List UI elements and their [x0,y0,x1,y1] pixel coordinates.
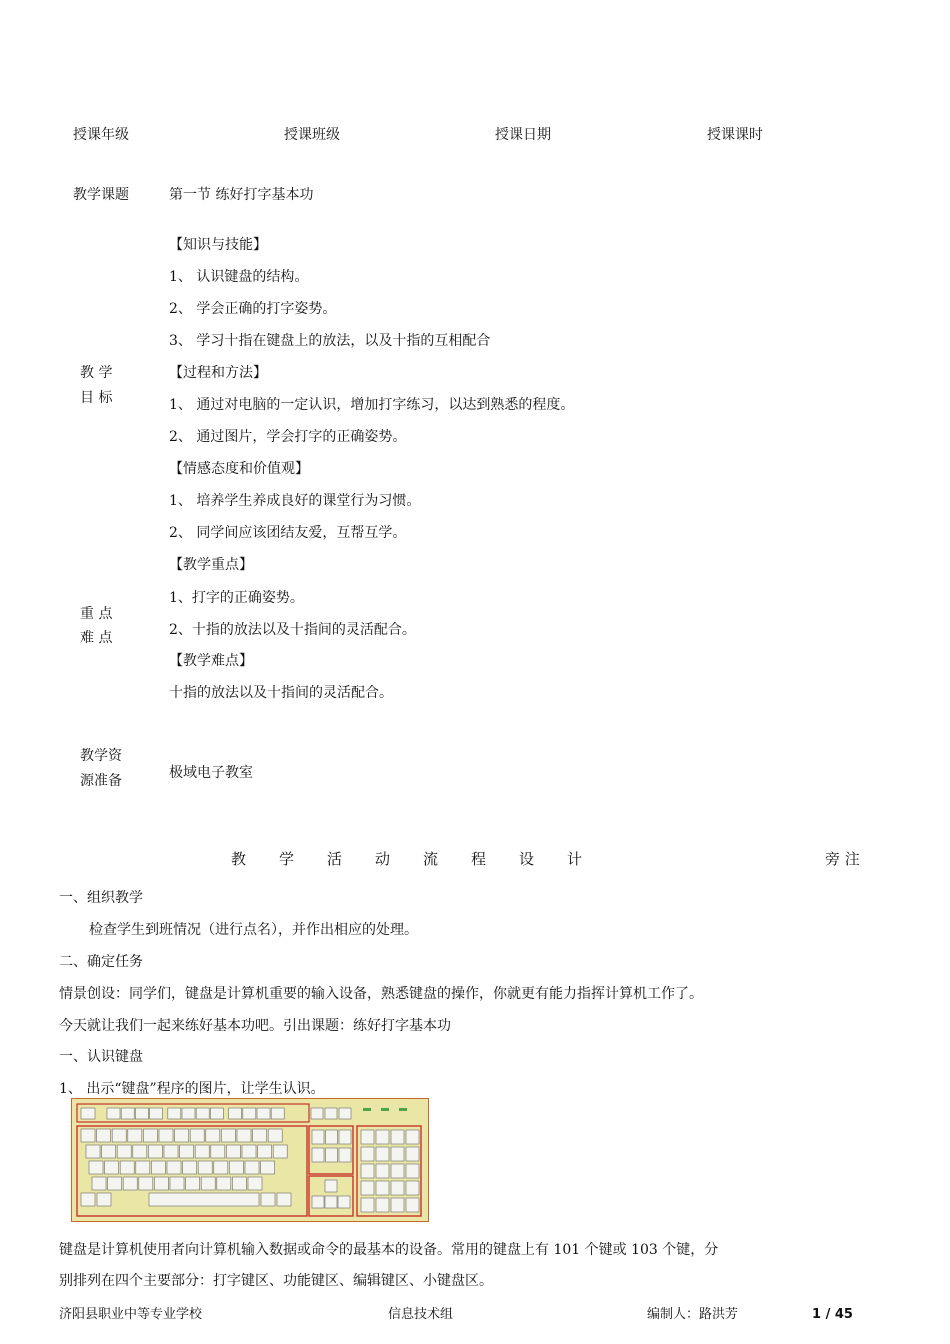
section-task-text-1: 情景创设：同学们，键盘是计算机重要的输入设备，熟悉键盘的操作，你就更有能力指挥计算机工作了。 [59,986,703,1002]
emotion-title: 【情感态度和价值观】 [169,461,309,477]
keyboard-paragraph-1: 键盘是计算机使用者向计算机输入数据或命令的最基本的设备。常用的键盘上有 101 个键或 103 个键，分 [59,1242,719,1258]
header-hours-label: 授课课时 [707,127,763,143]
topic-label: 教学课题 [73,187,129,203]
footer-school: 济阳县职业中等专业学校 [59,1307,203,1322]
section-organize-text: 检查学生到班情况（进行点名），并作出相应的处理。 [89,922,418,938]
section-keyboard-title: 一、认识键盘 [59,1049,143,1065]
emotion-item: 2、 同学间应该团结友爱，互帮互学。 [169,525,407,541]
flow-char: 教 [231,850,247,868]
header-class-label: 授课班级 [284,127,340,143]
flow-char: 计 [567,850,583,868]
section-task-text-2: 今天就让我们一起来练好基本功吧。引出课题：练好打字基本功 [59,1018,451,1034]
knowledge-title: 【知识与技能】 [169,237,267,253]
header-date-label: 授课日期 [495,127,551,143]
process-item: 2、 通过图片，学会打字的正确姿势。 [169,429,407,445]
flow-char: 活 [327,850,343,868]
flow-char: 学 [279,850,295,868]
difficulty-title: 【教学难点】 [169,653,253,669]
flow-char: 动 [375,850,391,868]
knowledge-item: 1、 认识键盘的结构。 [169,269,309,285]
emotion-item: 1、 培养学生养成良好的课堂行为习惯。 [169,493,421,509]
section-keyboard-item-1: 1、 出示“键盘”程序的图片，让学生认识。 [59,1081,325,1097]
objectives-label-2: 目 标 [80,390,113,406]
section-organize-title: 一、组织教学 [59,890,143,906]
knowledge-item: 2、 学会正确的打字姿势。 [169,301,337,317]
flow-char: 流 [423,850,439,868]
footer-editor: 编制人：路洪芳 [647,1307,739,1322]
flow-char: 程 [471,850,487,868]
process-title: 【过程和方法】 [169,365,267,381]
resources-label-2: 源准备 [80,773,122,789]
difficulty-text: 十指的放法以及十指间的灵活配合。 [169,685,393,701]
resources-label-1: 教学资 [80,748,122,764]
header-grade-label: 授课年级 [73,127,129,143]
topic-value: 第一节 练好打字基本功 [169,187,314,203]
footer-group: 信息技术组 [388,1307,454,1322]
objectives-label-1: 教 学 [80,365,113,381]
keypoints-label-2: 难 点 [80,630,113,646]
resources-value: 极域电子教室 [169,765,253,781]
side-note-label: 旁 注 [825,850,860,868]
process-item: 1、 通过对电脑的一定认识，增加打字练习，以达到熟悉的程度。 [169,397,575,413]
knowledge-item: 3、 学习十指在键盘上的放法，以及十指的互相配合 [169,333,491,349]
keypoints-label-1: 重 点 [80,606,113,622]
focus-item: 2、十指的放法以及十指间的灵活配合。 [169,622,416,638]
keyboard-paragraph-2: 别排列在四个主要部分：打字键区、功能键区、编辑键区、小键盘区。 [59,1273,493,1289]
keyboard-picture [71,1098,429,1222]
section-task-title: 二、确定任务 [59,954,143,970]
focus-item: 1、打字的正确姿势。 [169,590,304,606]
footer-page-number: 1 / 45 [812,1307,853,1322]
focus-title: 【教学重点】 [169,557,253,573]
flow-char: 设 [519,850,535,868]
